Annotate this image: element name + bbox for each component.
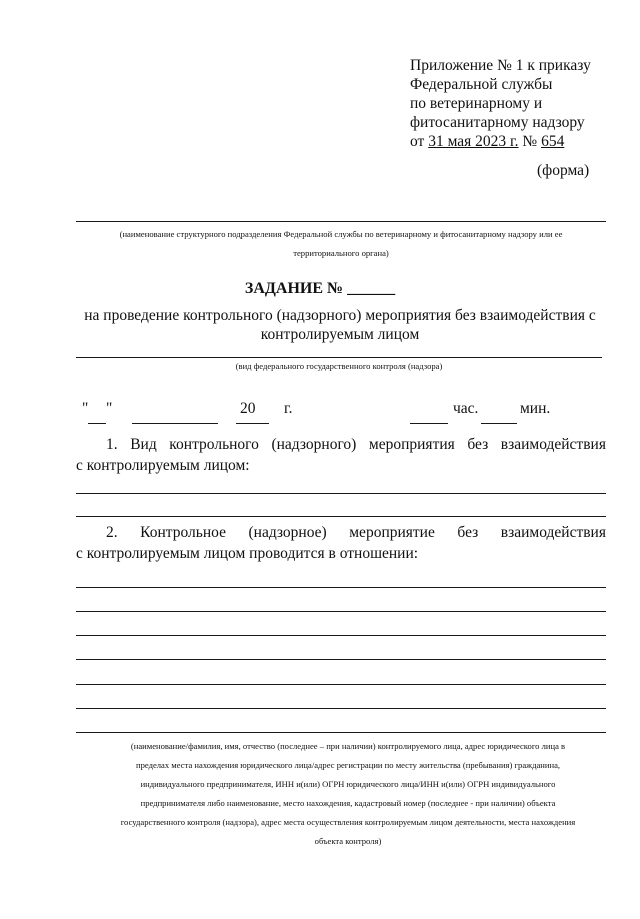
subject-caption-line: индивидуального предпринимателя, ИНН и(или) ОГРН юридического лица/ИНН и(или) ОГРН индивидуального [140, 779, 556, 789]
appendix-header [410, 56, 630, 151]
item-2-blank-line-2 [76, 611, 606, 612]
subject-caption-line: (наименование/фамилия, имя, отчество (последнее – при наличии) контролируемого лица, адрес юридического лица в [130, 741, 566, 751]
appendix-line-4: фитосанитарному надзору [410, 114, 585, 131]
item-1-line-2: с контролируемым лицом: [76, 457, 250, 474]
org-blank-line [76, 221, 606, 222]
item-1-number: 1. [106, 436, 118, 453]
year-blank [236, 423, 269, 424]
item-2-word: Контрольное [140, 524, 226, 541]
appendix-line-1: Приложение № 1 к приказу [410, 57, 591, 74]
minute-blank [481, 423, 517, 424]
org-caption-line-2: территориального органа) [293, 248, 389, 258]
document-title: ЗАДАНИЕ № ______ [244, 280, 396, 297]
subject-caption-line: пределах места нахождения юридического лица/адрес регистрации по месту жительства (пребывания) гражданина, [135, 760, 561, 770]
document-subtitle [60, 306, 620, 344]
item-1-word: (надзорного) [271, 436, 357, 453]
item-1-word: без [467, 436, 489, 453]
item-1-word: взаимодействия [500, 436, 606, 453]
item-2-blank-line-5 [76, 684, 606, 685]
date-hours-label: час. [453, 400, 479, 417]
item-1 [76, 434, 606, 476]
hour-blank [410, 423, 448, 424]
item-2-blank-line-1 [76, 587, 606, 588]
item-2-blank-line-7 [76, 732, 606, 733]
appendix-line-3: по ветеринарному и [410, 95, 543, 112]
item-2-word: без [457, 524, 479, 541]
item-1-word: Вид [130, 436, 157, 453]
form-label: (форма) [537, 162, 590, 179]
appendix-number-prefix: № [518, 133, 542, 150]
date-quote-open: " [82, 400, 89, 417]
item-2-blank-line-4 [76, 659, 606, 660]
item-1-blank-line-2 [76, 516, 606, 517]
item-1-blank-line-1 [76, 493, 606, 494]
date-minutes-label: мин. [520, 400, 551, 417]
item-1-word: контрольного [169, 436, 259, 453]
item-2-word: взаимодействия [500, 524, 606, 541]
item-2-line-1 [76, 522, 606, 543]
appendix-line-5 [410, 132, 630, 151]
subject-caption-line: объекта контроля) [314, 836, 382, 846]
org-caption [60, 225, 622, 263]
date-quote-close: " [106, 400, 113, 417]
subject-caption-line: государственного контроля (надзора), адрес места осуществления контролируемым лицом деятельности, места нахождения [120, 817, 576, 827]
appendix-date-prefix: от [410, 133, 429, 150]
appendix-line-2: Федеральной службы [410, 76, 553, 93]
date-year-suffix: г. [284, 400, 293, 417]
appendix-date: 31 мая 2023 г. [428, 133, 519, 150]
subtitle-line-1: на проведение контрольного (надзорного) мероприятия без взаимодействия с [84, 307, 596, 324]
control-type-caption: (вид федерального государственного контроля (надзора) [235, 361, 443, 371]
item-2-blank-line-3 [76, 635, 606, 636]
item-2-word: мероприятие [349, 524, 435, 541]
month-blank [132, 423, 218, 424]
item-1-word: мероприятия [368, 436, 455, 453]
date-year-prefix: 20 [240, 400, 256, 417]
item-2-blank-line-6 [76, 708, 606, 709]
item-2-line-2: с контролируемым лицом проводится в отношении: [76, 545, 419, 562]
appendix-number: 654 [541, 133, 565, 150]
day-blank [88, 423, 106, 424]
subject-caption [60, 737, 636, 851]
item-2-word: (надзорное) [248, 524, 327, 541]
subject-caption-line: предпринимателя либо наименование, место нахождения, кадастровый номер (последнее - при наличии) объекта [140, 798, 556, 808]
org-caption-line-1: (наименование структурного подразделения Федеральной службы по ветеринарному и фитосанитарному надзору или ее [119, 229, 563, 239]
item-2-number: 2. [106, 524, 118, 541]
item-2 [76, 522, 606, 564]
subtitle-line-2: контролируемым лицом [260, 326, 420, 343]
item-1-line-1 [76, 434, 606, 455]
